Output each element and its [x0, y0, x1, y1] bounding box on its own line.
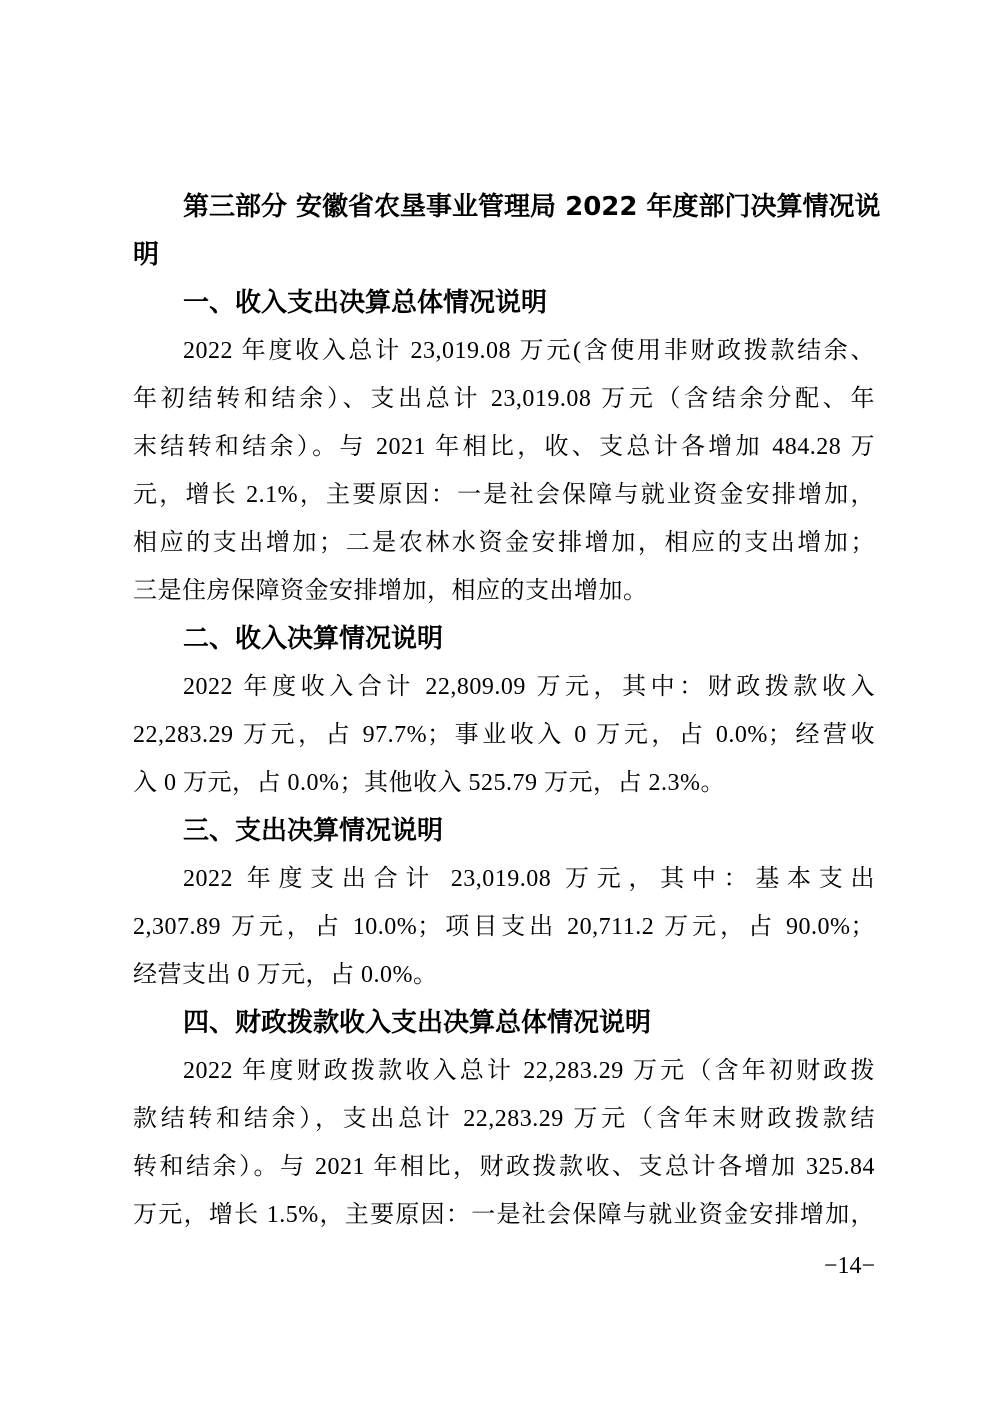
body-line: 年初结转和结余）、支出总计 23,019.08 万元（含结余分配、年	[133, 386, 875, 412]
body-line: 经营支出 0 万元，占 0.0%。	[133, 962, 438, 988]
page-number: −14−	[823, 1253, 875, 1279]
body-line: 款结转和结余），支出总计 22,283.29 万元（含年末财政拨款结	[133, 1106, 875, 1132]
body-line: 2022 年度收入合计 22,809.09 万元，其中：财政拨款收入	[183, 674, 875, 700]
body-line: 2022 年度收入总计 23,019.08 万元(含使用非财政拨款结余、	[183, 338, 875, 364]
title-line: 明	[133, 240, 160, 270]
body-line: 2022 年度支出合计 23,019.08 万元，其中：基本支出	[183, 866, 875, 892]
document-content	[133, 183, 881, 1239]
section-heading: 三、支出决算情况说明	[183, 816, 444, 846]
body-line: 元，增长 2.1%，主要原因：一是社会保障与就业资金安排增加，	[133, 482, 875, 508]
body-line: 三是住房保障资金安排增加，相应的支出增加。	[133, 578, 648, 604]
section-heading: 二、收入决算情况说明	[183, 624, 444, 654]
body-line: 2,307.89 万元，占 10.0%；项目支出 20,711.2 万元，占 90.0%；	[133, 914, 875, 940]
body-line: 转和结余）。与 2021 年相比，财政拨款收、支总计各增加 325.84	[133, 1154, 875, 1180]
body-line: 相应的支出增加；二是农林水资金安排增加，相应的支出增加；	[133, 530, 875, 556]
title-line: 第三部分 安徽省农垦事业管理局 2022 年度部门决算情况说	[183, 192, 881, 222]
body-line: 入 0 万元，占 0.0%；其他收入 525.79 万元，占 2.3%。	[133, 770, 725, 796]
body-line: 末结转和结余）。与 2021 年相比，收、支总计各增加 484.28 万	[133, 434, 875, 460]
section-heading: 四、财政拨款收入支出决算总体情况说明	[183, 1008, 652, 1038]
body-line: 2022 年度财政拨款收入总计 22,283.29 万元（含年初财政拨	[183, 1058, 875, 1084]
section-heading: 一、收入支出决算总体情况说明	[183, 288, 548, 318]
body-line: 22,283.29 万元，占 97.7%；事业收入 0 万元，占 0.0%；经营收	[133, 722, 875, 748]
body-line: 万元，增长 1.5%，主要原因：一是社会保障与就业资金安排增加，	[133, 1202, 875, 1228]
